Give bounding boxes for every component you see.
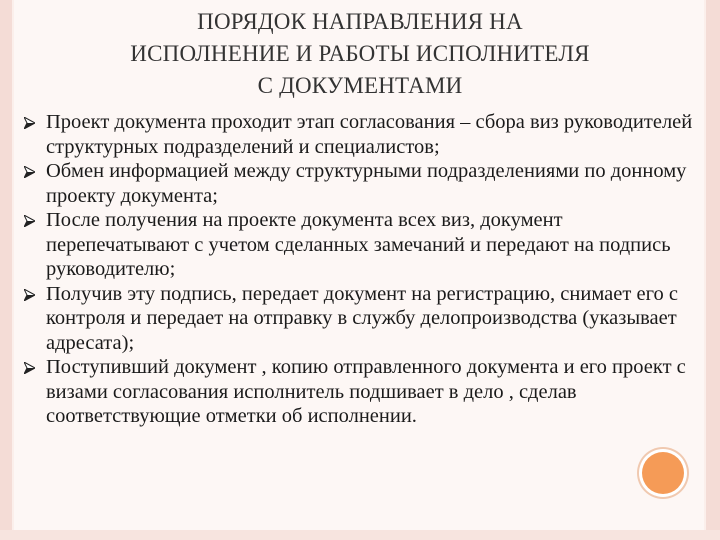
bullet-item <box>24 159 700 208</box>
arrow-bullet-icon <box>24 215 35 227</box>
bullet-text: Получив эту подпись, передает документ на регистрацию, снимает его с контроля и передает на отправку в службу делопроизводства (указывает адресата); <box>46 282 678 354</box>
slide-frame-bottom <box>0 530 720 540</box>
bullet-item <box>24 355 700 429</box>
slide-title-line-3: С ДОКУМЕНТАМИ <box>257 73 463 98</box>
bullet-list <box>24 110 700 429</box>
arrow-bullet-icon <box>24 289 35 301</box>
decorative-orange-circle <box>642 452 684 494</box>
bullet-text: Проект документа проходит этап согласования – сбора виз руководителей структурных подразделений и специалистов; <box>46 111 693 158</box>
arrow-bullet-icon <box>24 166 35 178</box>
bullet-item <box>24 208 700 282</box>
bullet-text: Поступивший документ , копию отправленного документа и его проект с визами согласования исполнитель подшивает в дело , сделав соответствующие отметки об исполнении. <box>46 356 686 427</box>
arrow-bullet-icon <box>24 117 35 129</box>
slide-title-line-2: ИСПОЛНЕНИЕ И РАБОТЫ ИСПОЛНИТЕЛЯ <box>130 41 590 66</box>
slide-frame-right <box>706 0 720 540</box>
bullet-item <box>24 110 700 159</box>
bullet-text: После получения на проекте документа всех виз, документ перепечатывают с учетом сделанных замечаний и передают на подпись руководителю; <box>46 209 671 280</box>
bullet-text: Обмен информацией между структурными подразделениями по донному проекту документа; <box>46 160 687 207</box>
slide-title-line-1: ПОРЯДОК НАПРАВЛЕНИЯ НА <box>197 9 523 34</box>
slide-frame-left <box>0 0 12 540</box>
slide-title <box>40 6 680 102</box>
bullet-item <box>24 282 700 356</box>
arrow-bullet-icon <box>24 362 35 374</box>
